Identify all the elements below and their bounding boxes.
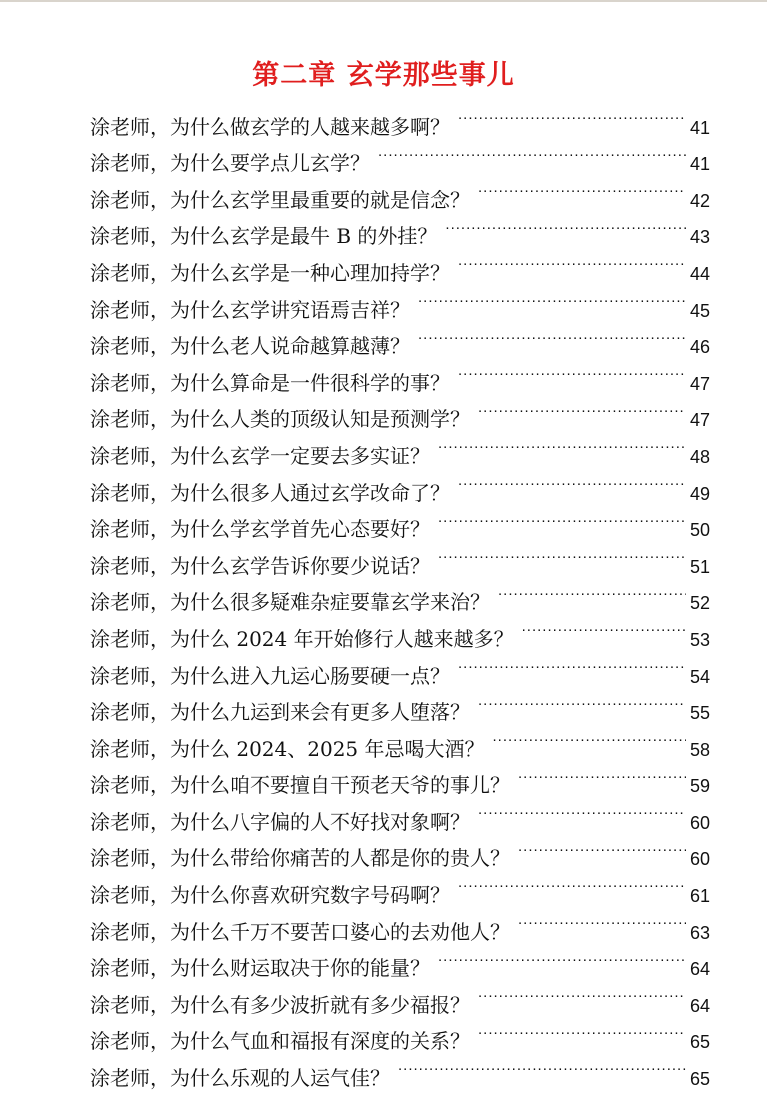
toc-dot-leader [438, 500, 686, 537]
toc-entry-title: 涂老师，为什么学玄学首先心态要好？ [90, 517, 430, 542]
toc-dot-leader [458, 97, 686, 134]
toc-dot-leader [458, 646, 686, 683]
toc-dot-leader [458, 865, 686, 902]
toc-page-number: 47 [689, 373, 710, 394]
toc-entry-title: 涂老师，为什么乐观的人运气佳？ [90, 1066, 390, 1091]
toc-page-number: 41 [689, 154, 710, 175]
toc-dot-leader [518, 902, 686, 939]
toc-dot-leader [458, 353, 686, 390]
toc-entry-title: 涂老师，为什么千万不要苦口婆心的去劝他人？ [90, 919, 510, 944]
toc-entry-title: 涂老师，为什么做玄学的人越来越多啊？ [90, 114, 450, 139]
toc-dot-leader [418, 317, 686, 354]
toc-dot-leader [478, 390, 686, 427]
toc-entry-title: 涂老师，为什么有多少波折就有多少福报？ [90, 992, 470, 1017]
toc-page-number: 64 [689, 995, 710, 1016]
toc-entry-title: 涂老师，为什么财运取决于你的能量？ [90, 956, 430, 981]
toc-page-number: 60 [689, 849, 710, 870]
toc-dot-leader [478, 170, 686, 207]
toc-entry-title: 涂老师，为什么很多疑难杂症要靠玄学来治？ [90, 590, 490, 615]
toc-dot-leader [518, 756, 686, 793]
toc-dot-leader [522, 609, 686, 646]
toc-entry-title: 涂老师，为什么 2024、2025 年忌喝大酒？ [90, 736, 485, 761]
toc-page-number: 64 [689, 959, 710, 980]
toc-page-number: 61 [689, 886, 710, 907]
toc-dot-leader [458, 463, 686, 500]
toc-dot-leader [438, 426, 686, 463]
toc-entry-title: 涂老师，为什么 2024 年开始修行人越来越多？ [90, 626, 514, 651]
toc-dot-leader [418, 280, 686, 317]
toc-entry-title: 涂老师，为什么人类的顶级认知是预测学？ [90, 407, 470, 432]
toc-entry-title: 涂老师，为什么玄学讲究语焉吉祥？ [90, 297, 410, 322]
toc-page-number: 49 [689, 483, 710, 504]
toc-page-number: 46 [689, 337, 710, 358]
toc-dot-leader [498, 573, 686, 610]
toc-page-number: 63 [689, 922, 710, 943]
toc-page-number: 59 [689, 776, 710, 797]
toc-entry-title: 涂老师，为什么算命是一件很科学的事？ [90, 370, 450, 395]
toc-dot-leader [438, 939, 686, 976]
toc-entry-title: 涂老师，为什么很多人通过玄学改命了？ [90, 480, 450, 505]
toc-page-number: 60 [689, 812, 710, 833]
toc-entry-title: 涂老师，为什么玄学一定要去多实证？ [90, 443, 430, 468]
toc-entry-title: 涂老师，为什么气血和福报有深度的关系？ [90, 1029, 470, 1054]
toc-entry-title: 涂老师，为什么要学点儿玄学？ [90, 151, 370, 176]
toc-dot-leader [478, 1012, 686, 1049]
toc-dot-leader [478, 683, 686, 720]
toc-page-number: 47 [689, 410, 710, 431]
toc-dot-leader [493, 719, 686, 756]
toc-page-number: 55 [689, 703, 710, 724]
toc-page-number: 44 [689, 263, 710, 284]
toc-dot-leader [478, 975, 686, 1012]
toc-page-number: 58 [689, 739, 710, 760]
toc-dot-leader [438, 536, 686, 573]
toc-page-number: 53 [689, 629, 710, 650]
toc-dot-leader [458, 243, 686, 280]
toc-page-number: 51 [689, 556, 710, 577]
toc-entry-title: 涂老师，为什么玄学里最重要的就是信念？ [90, 187, 470, 212]
toc-dot-leader [518, 829, 686, 866]
toc-entry-title: 涂老师，为什么咱不要擅自干预老天爷的事儿？ [90, 773, 510, 798]
toc-page-number: 52 [689, 593, 710, 614]
toc-entry[interactable] [90, 97, 710, 139]
toc-page-number: 48 [689, 446, 710, 467]
toc-entry-title: 涂老师，为什么玄学是最牛 B 的外挂？ [90, 224, 438, 249]
toc-entry-title: 涂老师，为什么玄学告诉你要少说话？ [90, 553, 430, 578]
toc-entry-title: 涂老师，为什么进入九运心肠要硬一点？ [90, 663, 450, 688]
toc-entry-title: 涂老师，为什么你喜欢研究数字号码啊？ [90, 883, 450, 908]
toc-entry-title: 涂老师，为什么带给你痛苦的人都是你的贵人？ [90, 846, 510, 871]
toc-entry-title: 涂老师，为什么八字偏的人不好找对象啊？ [90, 809, 470, 834]
toc-page-number: 65 [689, 1032, 710, 1053]
toc-page-number: 54 [689, 666, 710, 687]
toc-page-number: 45 [689, 300, 710, 321]
toc-dot-leader [445, 207, 686, 244]
table-of-contents [90, 97, 710, 1091]
toc-dot-leader [478, 792, 686, 829]
toc-page-number: 42 [689, 190, 710, 211]
toc-page-number: 50 [689, 520, 710, 541]
chapter-title: 第二章 玄学那些事儿 [252, 60, 515, 91]
toc-entry-title: 涂老师，为什么玄学是一种心理加持学？ [90, 260, 450, 285]
toc-page-number: 43 [689, 227, 710, 248]
toc-page-number: 65 [689, 1069, 710, 1090]
toc-dot-leader [378, 134, 686, 171]
toc-entry-title: 涂老师，为什么九运到来会有更多人堕落？ [90, 700, 470, 725]
toc-entry-title: 涂老师，为什么老人说命越算越薄？ [90, 334, 410, 359]
toc-page-number: 41 [689, 117, 710, 138]
toc-dot-leader [398, 1048, 686, 1085]
